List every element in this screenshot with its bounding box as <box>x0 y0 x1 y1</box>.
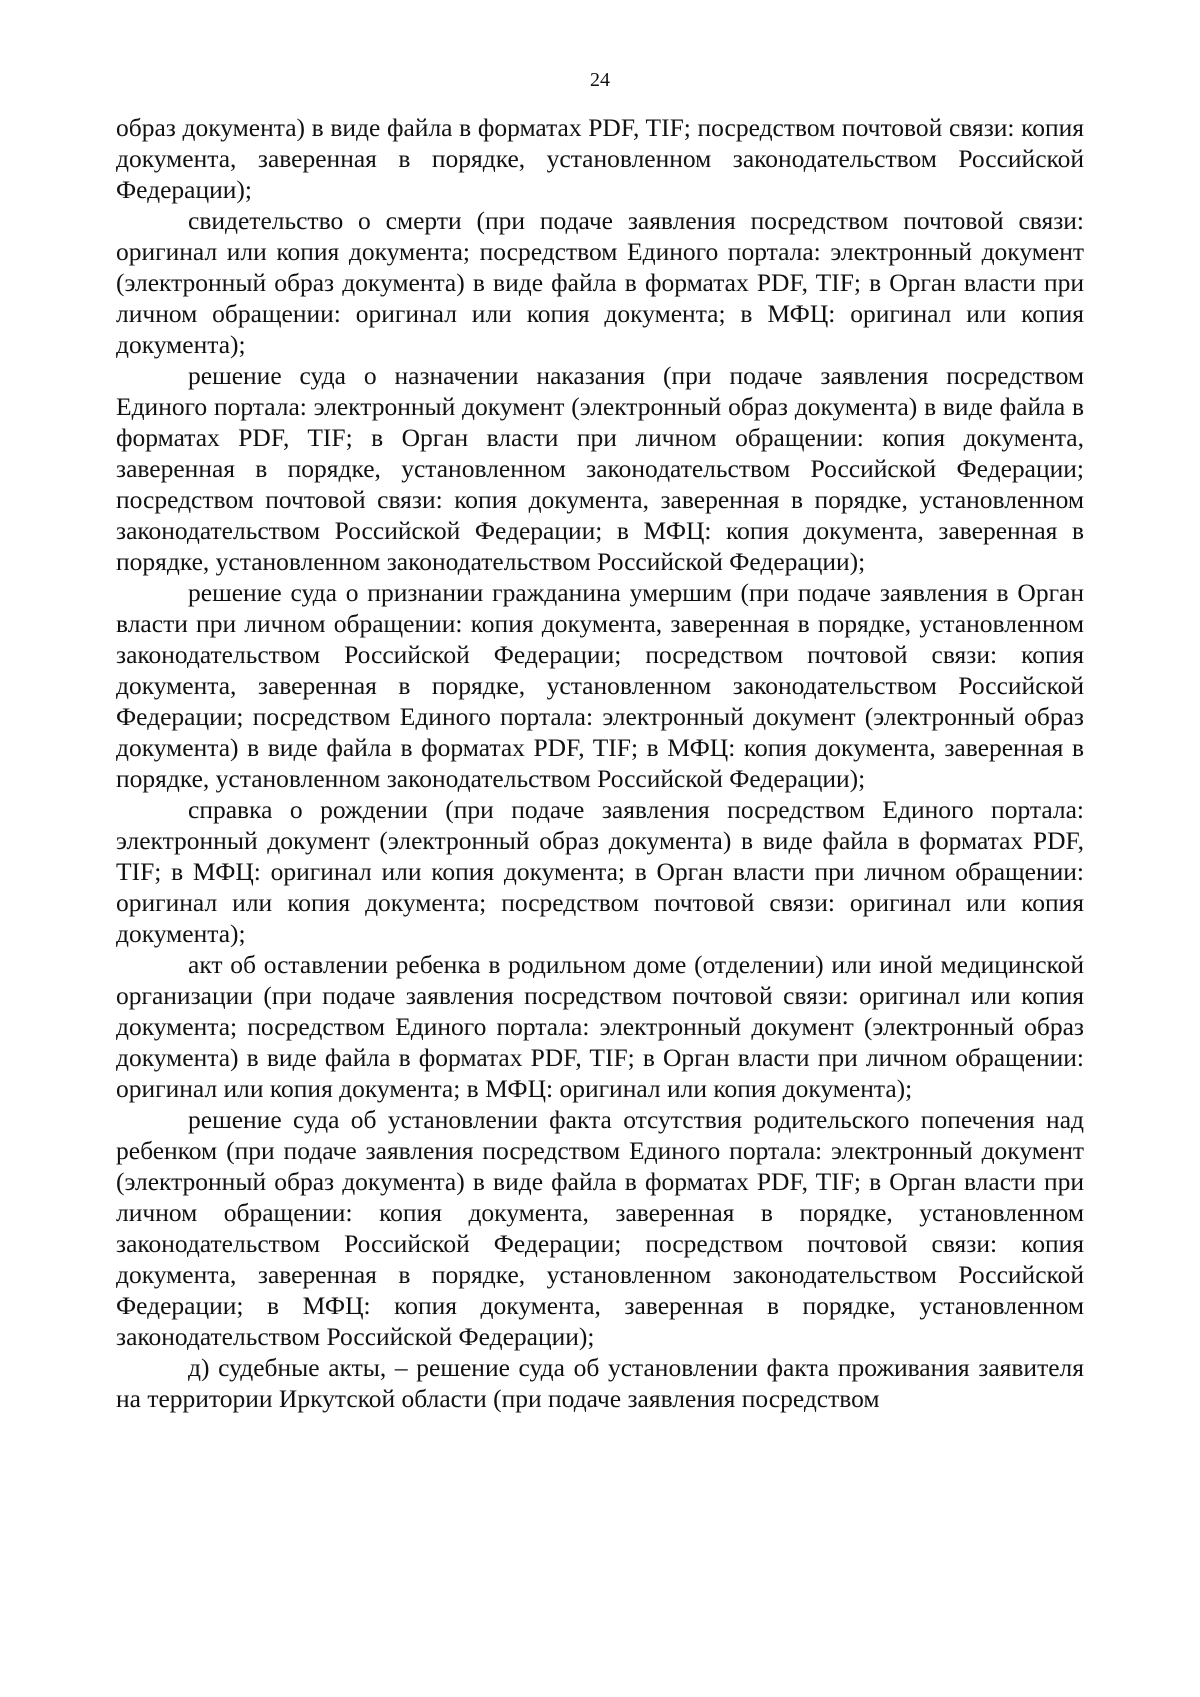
paragraph-birth-certificate: справка о рождении (при подаче заявления посредством Единого портала: электронный документ (электронный образ документа) в виде файла в форматах PDF, TIF; в МФЦ: оригинал или копия документа; в Орган власти при личном обращении: оригинал или копия документа; посредством почтовой связи: оригинал или копия документа); <box>116 795 1084 948</box>
paragraph-abandonment-act: акт об оставлении ребенка в родильном доме (отделении) или иной медицинской организации (при подаче заявления посредством почтовой связи: оригинал или копия документа; посредством Единого портала: электронный документ (электронный образ документа) в виде файла в форматах PDF, TIF; в Орган власти при личном обращении: оригинал или копия документа; в МФЦ: оригинал или копия документа); <box>116 950 1084 1103</box>
document-body <box>116 112 1084 1414</box>
paragraph-court-acts-residence: д) судебные акты, – решение суда об установлении факта проживания заявителя на территории Иркутской области (при подаче заявления посредством <box>116 1353 1084 1413</box>
paragraph-court-declared-dead: решение суда о признании гражданина умершим (при подаче заявления в Орган власти при личном обращении: копия документа, заверенная в порядке, установленном законодательством Российской Федерации; посредством почтовой связи: копия документа, заверенная в порядке, установленном законодательством Российской Федерации; посредством Единого портала: электронный документ (электронный образ документа) в виде файла в форматах PDF, TIF; в МФЦ: копия документа, заверенная в порядке, установленном законодательством Российской Федерации); <box>116 578 1084 793</box>
paragraph-continuation: образ документа) в виде файла в форматах PDF, TIF; посредством почтовой связи: копия документа, заверенная в порядке, установленном законодательством Российской Федерации); <box>116 113 1084 204</box>
paragraph-court-sentence: решение суда о назначении наказания (при подаче заявления посредством Единого портала: электронный документ (электронный образ документа) в виде файла в форматах PDF, TIF; в Орган власти при личном обращении: копия документа, заверенная в порядке, установленном законодательством Российской Федерации; посредством почтовой связи: копия документа, заверенная в порядке, установленном законодательством Российской Федерации; в МФЦ: копия документа, заверенная в порядке, установленном законодательством Российской Федерации); <box>116 361 1084 576</box>
paragraph-death-certificate: свидетельство о смерти (при подаче заявления посредством почтовой связи: оригинал или копия документа; посредством Единого портала: электронный документ (электронный образ документа) в виде файла в форматах PDF, TIF; в Орган власти при личном обращении: оригинал или копия документа; в МФЦ: оригинал или копия документа); <box>116 206 1084 359</box>
paragraph-court-no-parental-care: решение суда об установлении факта отсутствия родительского попечения над ребенком (при подаче заявления посредством Единого портала: электронный документ (электронный образ документа) в виде файла в форматах PDF, TIF; в Орган власти при личном обращении: копия документа, заверенная в порядке, установленном законодательством Российской Федерации; посредством почтовой связи: копия документа, заверенная в порядке, установленном законодательством Российской Федерации; в МФЦ: копия документа, заверенная в порядке, установленном законодательством Российской Федерации); <box>116 1105 1084 1351</box>
page-number: 24 <box>590 69 610 91</box>
